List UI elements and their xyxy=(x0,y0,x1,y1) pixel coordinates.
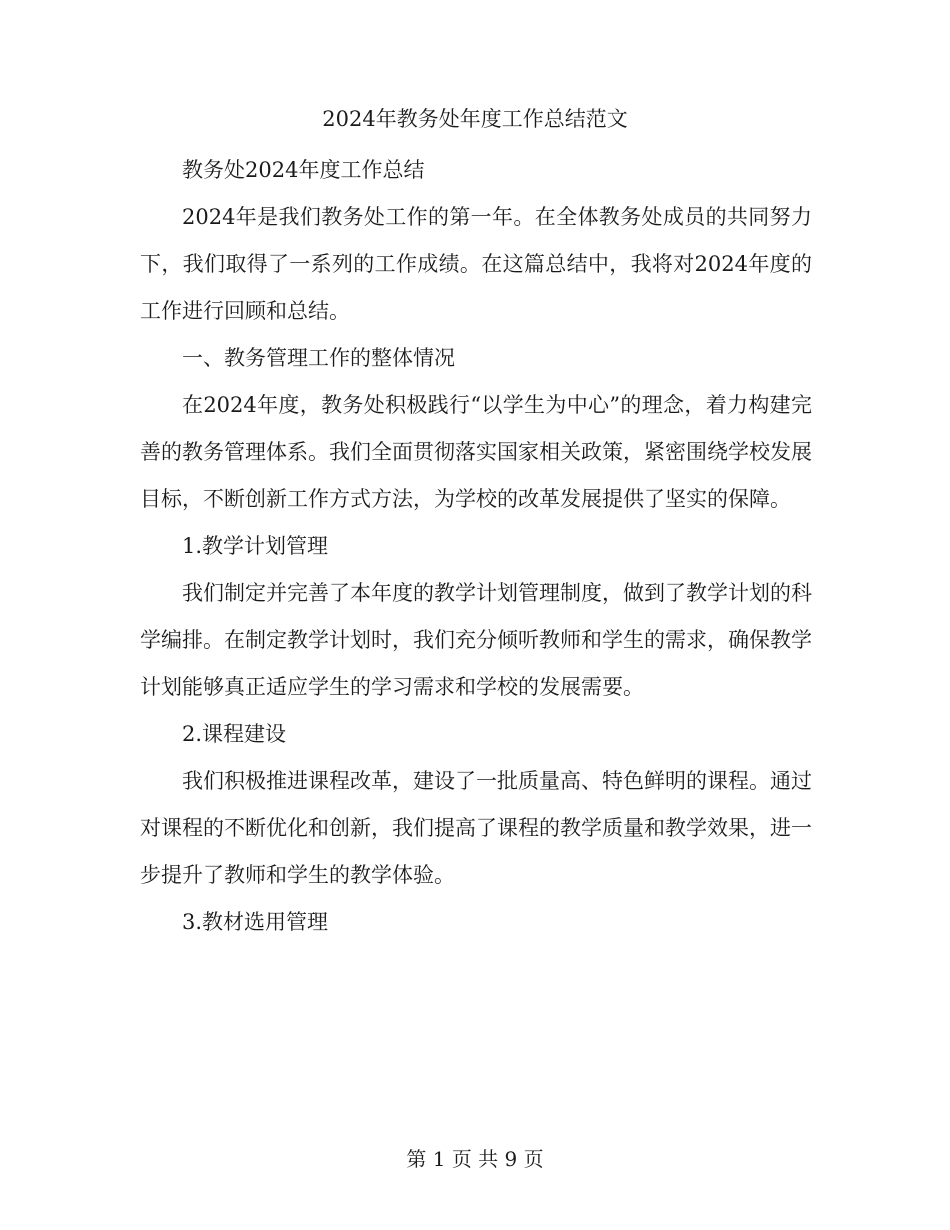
page-footer: 第 1 页 共 9 页 xyxy=(406,1147,544,1171)
paragraph-overview: 在2024年度，教务处积极践行“以学生为中心”的理念，着力构建完善的教务管理体系。我们全面贯彻落实国家相关政策，紧密围绕学校发展目标，不断创新工作方式方法，为学校的改革发展提供了坚实的保障。 xyxy=(140,393,812,511)
section-heading-overview: 一、教务管理工作的整体情况 xyxy=(182,346,455,370)
subsection-heading-curriculum: 2.课程建设 xyxy=(182,722,287,746)
paragraph-teaching-plan: 我们制定并完善了本年度的教学计划管理制度，做到了教学计划的科学编排。在制定教学计划时，我们充分倾听教师和学生的需求，确保教学计划能够真正适应学生的学习需求和学校的发展需要。 xyxy=(140,581,812,699)
document-body xyxy=(140,147,812,946)
subsection-heading-textbook: 3.教材选用管理 xyxy=(182,910,329,934)
paragraph-curriculum: 我们积极推进课程改革，建设了一批质量高、特色鲜明的课程。通过对课程的不断优化和创新，我们提高了课程的教学质量和教学效果，进一步提升了教师和学生的教学体验。 xyxy=(140,769,812,887)
document-title: 2024年教务处年度工作总结范文 xyxy=(322,107,628,131)
subsection-heading-teaching-plan: 1.教学计划管理 xyxy=(182,534,329,558)
paragraph-subtitle: 教务处2024年度工作总结 xyxy=(182,158,425,182)
paragraph-intro: 2024年是我们教务处工作的第一年。在全体教务处成员的共同努力下，我们取得了一系列的工作成绩。在这篇总结中，我将对2024年度的工作进行回顾和总结。 xyxy=(140,205,812,323)
